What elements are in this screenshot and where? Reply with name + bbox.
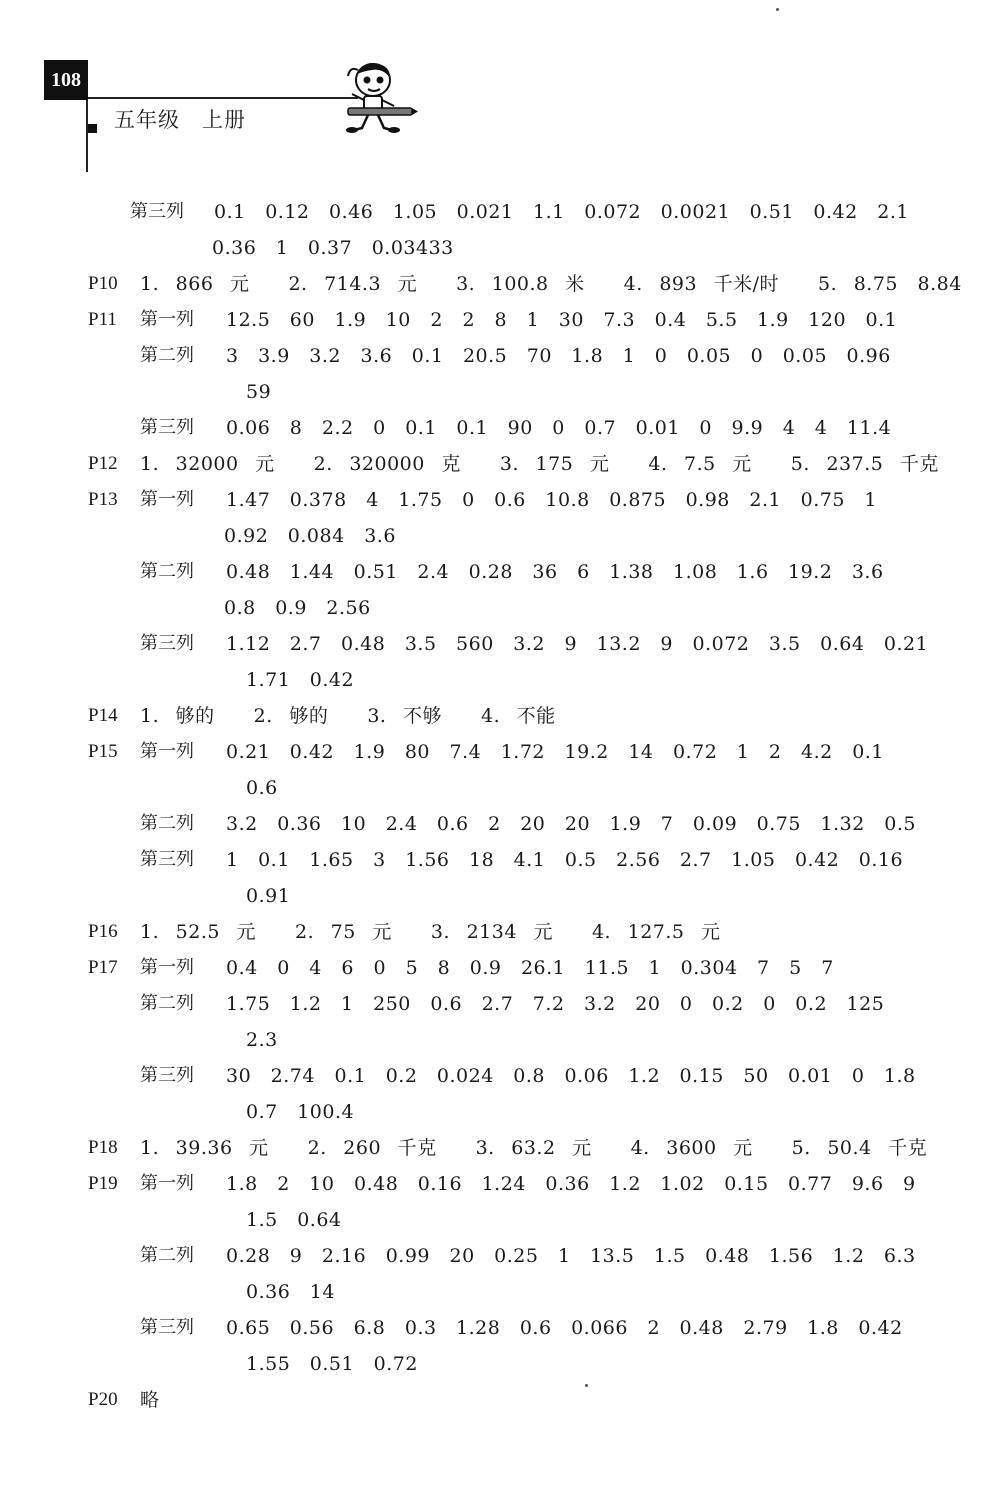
scan-speck bbox=[585, 1384, 588, 1387]
answer-line bbox=[0, 482, 1000, 518]
answer-values: 1. 52.5 元 2. 75 元 3. 2134 元 4. 127.5 元 bbox=[140, 921, 721, 943]
answer-line bbox=[0, 410, 1000, 446]
answer-line bbox=[0, 986, 1000, 1022]
answer-values: 0.91 bbox=[246, 885, 291, 907]
answer-values: 1.12 2.7 0.48 3.5 560 3.2 9 13.2 9 0.072 3.5 0.64 0.21 bbox=[226, 633, 929, 655]
answer-values: 1. 32000 元 2. 320000 克 3. 175 元 4. 7.5 元 5. 237.5 千克 bbox=[140, 453, 939, 475]
page-ref: P20 bbox=[88, 1389, 118, 1410]
column-label: 第三列 bbox=[140, 633, 194, 654]
answer-line bbox=[0, 1238, 1000, 1274]
answer-line bbox=[0, 662, 1000, 698]
answer-values: 1.55 0.51 0.72 bbox=[246, 1353, 418, 1375]
answer-values: 59 bbox=[246, 381, 272, 403]
answer-line bbox=[0, 1274, 1000, 1310]
page-ref: P17 bbox=[88, 957, 118, 978]
page-ref: P11 bbox=[88, 309, 117, 330]
column-label: 第三列 bbox=[130, 201, 184, 222]
column-label: 第二列 bbox=[140, 813, 194, 834]
answer-line bbox=[0, 338, 1000, 374]
answer-line bbox=[0, 770, 1000, 806]
column-label: 第二列 bbox=[140, 993, 194, 1014]
column-label: 第一列 bbox=[140, 957, 194, 978]
page-ref: P18 bbox=[88, 1137, 118, 1158]
page-ref: P10 bbox=[88, 273, 118, 294]
page-ref: P16 bbox=[88, 921, 118, 942]
column-label: 第二列 bbox=[140, 1245, 194, 1266]
answer-values: 1 0.1 1.65 3 1.56 18 4.1 0.5 2.56 2.7 1.05 0.42 0.16 bbox=[226, 849, 904, 871]
page-ref: P19 bbox=[88, 1173, 118, 1194]
answer-line bbox=[0, 1202, 1000, 1238]
answer-values: 0.7 100.4 bbox=[246, 1101, 355, 1123]
answer-values: 0.92 0.084 3.6 bbox=[224, 525, 396, 547]
answer-line bbox=[0, 914, 1000, 950]
answer-line bbox=[0, 1166, 1000, 1202]
answer-values: 略 bbox=[140, 1389, 160, 1411]
answer-values: 1.5 0.64 bbox=[246, 1209, 342, 1231]
column-label: 第二列 bbox=[140, 561, 194, 582]
answer-line bbox=[0, 374, 1000, 410]
header-rule bbox=[88, 97, 358, 99]
column-label: 第一列 bbox=[140, 1173, 194, 1194]
answer-values: 0.4 0 4 6 0 5 8 0.9 26.1 11.5 1 0.304 7 5 7 bbox=[226, 957, 834, 979]
column-label: 第一列 bbox=[140, 309, 194, 330]
answer-values: 0.28 9 2.16 0.99 20 0.25 1 13.5 1.5 0.48 1.56 1.2 6.3 bbox=[226, 1245, 916, 1267]
page-ref: P15 bbox=[88, 741, 118, 762]
answer-line bbox=[0, 266, 1000, 302]
column-label: 第三列 bbox=[140, 1317, 194, 1338]
answer-values: 0.65 0.56 6.8 0.3 1.28 0.6 0.066 2 0.48 2.79 1.8 0.42 bbox=[226, 1317, 903, 1339]
answer-values: 0.06 8 2.2 0 0.1 0.1 90 0 0.7 0.01 0 9.9 4 4 11.4 bbox=[226, 417, 892, 439]
answer-line bbox=[0, 1310, 1000, 1346]
page-ref: P14 bbox=[88, 705, 118, 726]
answer-line bbox=[0, 446, 1000, 482]
answer-values: 1. 39.36 元 2. 260 千克 3. 63.2 元 4. 3600 元 5. 50.4 千克 bbox=[140, 1137, 928, 1159]
answer-values: 1. 够的 2. 够的 3. 不够 4. 不能 bbox=[140, 705, 556, 727]
answer-line bbox=[0, 1382, 1000, 1418]
column-label: 第三列 bbox=[140, 417, 194, 438]
column-label: 第三列 bbox=[140, 1065, 194, 1086]
answer-values: 3 3.9 3.2 3.6 0.1 20.5 70 1.8 1 0 0.05 0 0.05 0.96 bbox=[226, 345, 891, 367]
answer-line bbox=[0, 1094, 1000, 1130]
answer-line bbox=[0, 842, 1000, 878]
answer-line bbox=[0, 554, 1000, 590]
answer-line bbox=[0, 518, 1000, 554]
answer-line bbox=[0, 590, 1000, 626]
answer-line bbox=[0, 230, 1000, 266]
page-ref: P13 bbox=[88, 489, 118, 510]
answer-values: 1.75 1.2 1 250 0.6 2.7 7.2 3.2 20 0 0.2 0 0.2 125 bbox=[226, 993, 885, 1015]
answer-line bbox=[0, 194, 1000, 230]
answer-values: 2.3 bbox=[246, 1029, 278, 1051]
answer-values: 30 2.74 0.1 0.2 0.024 0.8 0.06 1.2 0.15 50 0.01 0 1.8 bbox=[226, 1065, 916, 1087]
answer-line bbox=[0, 1058, 1000, 1094]
column-label: 第二列 bbox=[140, 345, 194, 366]
column-label: 第一列 bbox=[140, 741, 194, 762]
book-title: 五年级 上册 bbox=[114, 108, 246, 132]
answer-values: 0.36 1 0.37 0.03433 bbox=[212, 237, 454, 259]
page-ref: P12 bbox=[88, 453, 118, 474]
answer-values: 1.47 0.378 4 1.75 0 0.6 10.8 0.875 0.98 2.1 0.75 1 bbox=[226, 489, 878, 511]
column-label: 第三列 bbox=[140, 849, 194, 870]
answer-values: 1.8 2 10 0.48 0.16 1.24 0.36 1.2 1.02 0.15 0.77 9.6 9 bbox=[226, 1173, 916, 1195]
answer-line bbox=[0, 1130, 1000, 1166]
cartoon-boy-icon bbox=[328, 58, 418, 138]
answer-line bbox=[0, 626, 1000, 662]
answer-line bbox=[0, 878, 1000, 914]
answer-line bbox=[0, 302, 1000, 338]
answer-line bbox=[0, 950, 1000, 986]
header-bullet bbox=[88, 124, 97, 133]
answer-line bbox=[0, 1346, 1000, 1382]
answer-values: 0.1 0.12 0.46 1.05 0.021 1.1 0.072 0.0021 0.51 0.42 2.1 bbox=[214, 201, 909, 223]
answer-values: 0.21 0.42 1.9 80 7.4 1.72 19.2 14 0.72 1 2 4.2 0.1 bbox=[226, 741, 884, 763]
answer-line bbox=[0, 734, 1000, 770]
column-label: 第一列 bbox=[140, 489, 194, 510]
answer-line bbox=[0, 806, 1000, 842]
answer-values: 12.5 60 1.9 10 2 2 8 1 30 7.3 0.4 5.5 1.9 120 0.1 bbox=[226, 309, 898, 331]
answer-line bbox=[0, 698, 1000, 734]
answer-list bbox=[0, 194, 1000, 1418]
answer-values: 0.36 14 bbox=[246, 1281, 335, 1303]
scan-speck bbox=[776, 8, 779, 11]
page-number: 108 bbox=[44, 60, 88, 100]
answer-values: 1.71 0.42 bbox=[246, 669, 355, 691]
answer-values: 0.8 0.9 2.56 bbox=[224, 597, 371, 619]
answer-values: 1. 866 元 2. 714.3 元 3. 100.8 米 4. 893 千米/时 5. 8.75 8.84 bbox=[140, 273, 962, 295]
answer-values: 3.2 0.36 10 2.4 0.6 2 20 20 1.9 7 0.09 0.75 1.32 0.5 bbox=[226, 813, 917, 835]
margin-rule bbox=[86, 100, 88, 172]
answer-line bbox=[0, 1022, 1000, 1058]
answer-values: 0.6 bbox=[246, 777, 278, 799]
answer-values: 0.48 1.44 0.51 2.4 0.28 36 6 1.38 1.08 1.6 19.2 3.6 bbox=[226, 561, 884, 583]
